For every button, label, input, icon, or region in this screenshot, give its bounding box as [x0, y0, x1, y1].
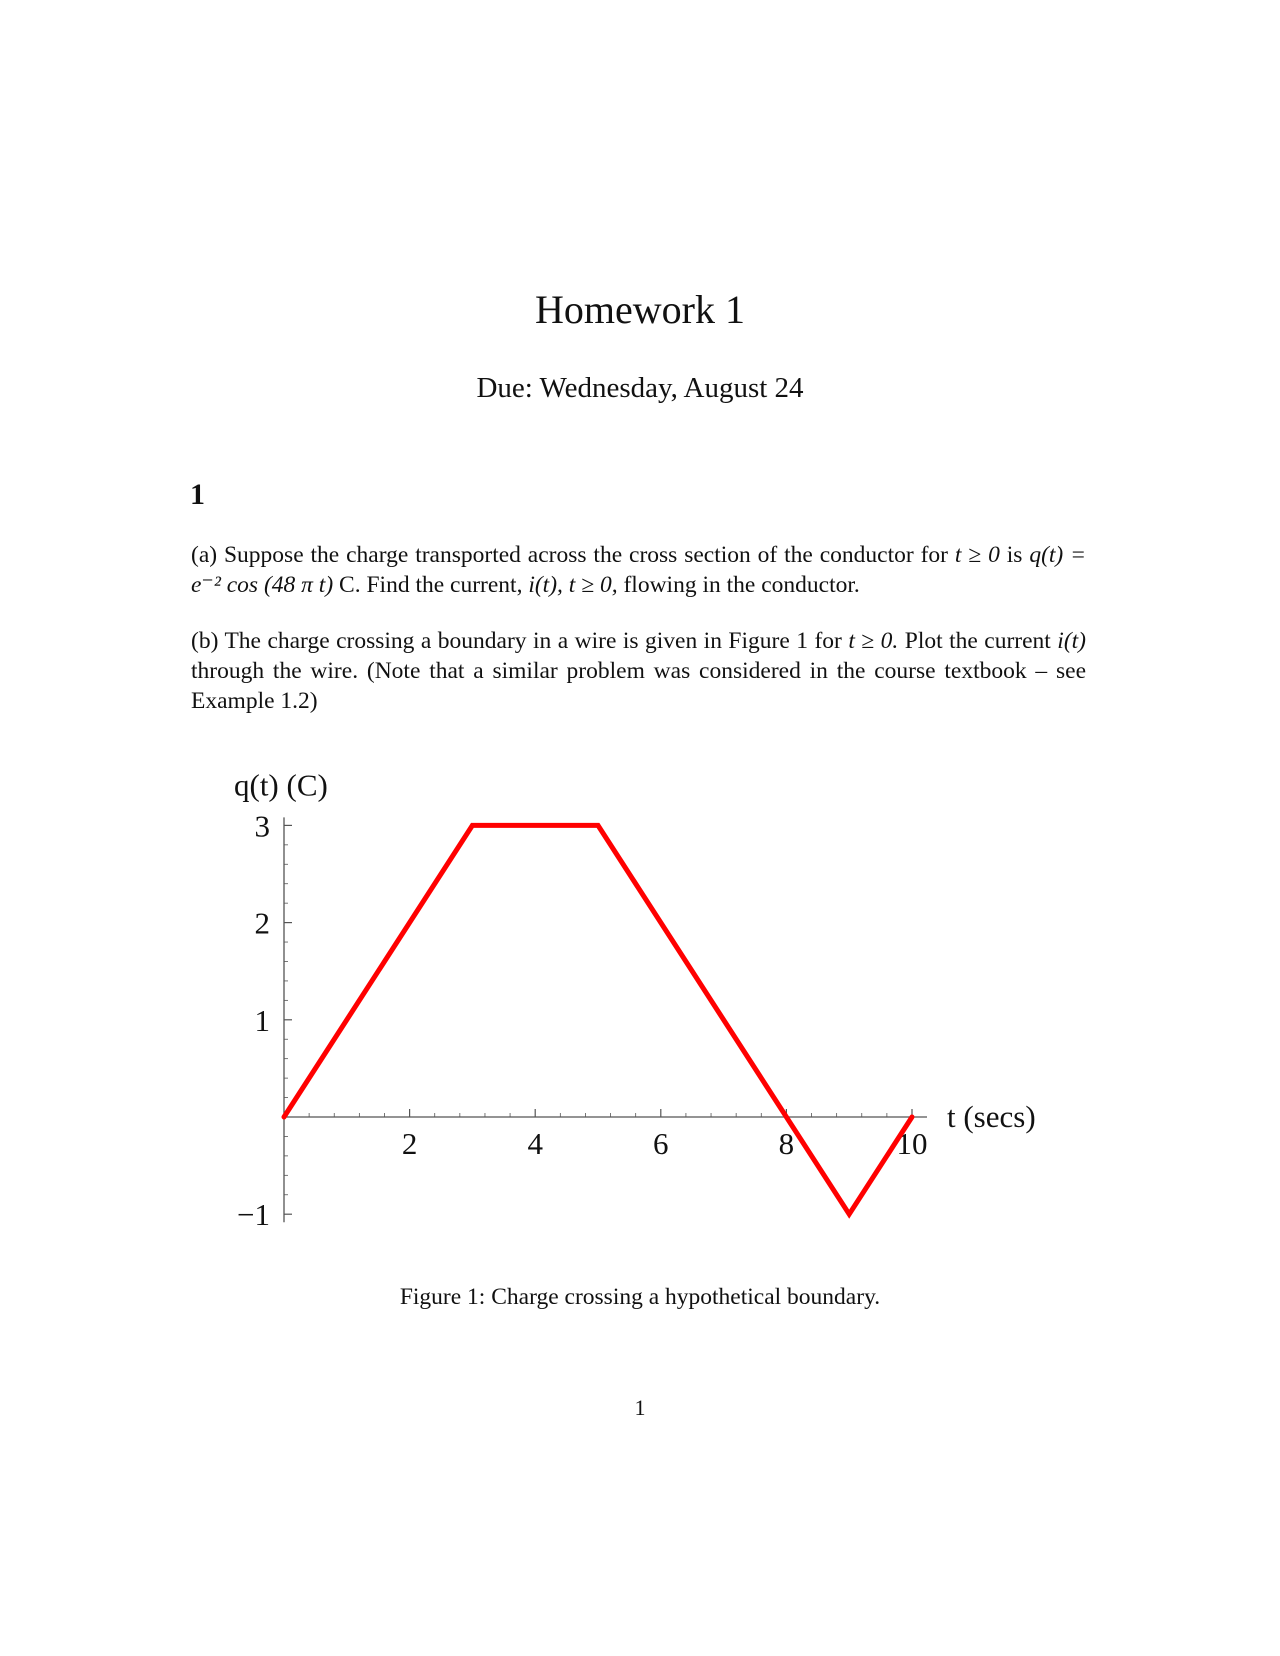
problem-a-cond1: t ≥ 0 — [954, 542, 1000, 568]
x-tick-label: 10 — [896, 1126, 928, 1161]
problem-a-expr: q(t) = e⁻² cos (48 π t) — [191, 542, 1086, 598]
figure-caption: Figure 1: Charge crossing a hypothetical boundary. — [399, 1284, 881, 1310]
problem-a-cond2: t ≥ 0, — [568, 572, 618, 598]
problem-b-text2: Plot the current — [904, 628, 1051, 654]
problem-b-cond: t ≥ 0. — [848, 628, 899, 654]
series-line-q — [284, 825, 912, 1214]
y-tick-label: 2 — [254, 905, 270, 941]
x-tick-label: 8 — [778, 1126, 795, 1161]
x-tick-label: 2 — [401, 1126, 418, 1161]
problem-a-text2: is — [1006, 542, 1023, 568]
y-tick-label: −1 — [237, 1197, 270, 1233]
problem-a-text4: flowing in the conductor. — [623, 572, 860, 598]
problem-b-label: (b) — [191, 628, 219, 654]
problem-a-label: (a) — [191, 542, 218, 568]
x-tick-label: 6 — [653, 1126, 669, 1161]
problem-b-current: i(t) — [1057, 628, 1087, 654]
x-axis-label: t (secs) — [947, 1099, 1036, 1134]
page-number: 1 — [634, 1395, 646, 1420]
document-title: Homework 1 — [535, 287, 745, 332]
problem-b-text3: through the wire. (Note that a similar problem was considered in the course textbook – see Example 1.2) — [191, 658, 1086, 714]
problem-a-text3: C. Find the current, — [339, 572, 523, 598]
y-tick-label: 1 — [254, 1002, 270, 1038]
problem-b-text1: The charge crossing a boundary in a wire is given in Figure 1 for — [224, 628, 842, 654]
due-date: Due: Wednesday, August 24 — [476, 372, 804, 404]
problem-a-current: i(t), — [528, 572, 563, 598]
y-tick-label: 3 — [254, 808, 270, 844]
x-tick-label: 4 — [527, 1126, 543, 1161]
section-number: 1 — [190, 478, 205, 511]
y-axis-label: q(t) (C) — [234, 767, 328, 803]
problem-a-text1: Suppose the charge transported across the cross section of the conductor for — [223, 542, 948, 568]
